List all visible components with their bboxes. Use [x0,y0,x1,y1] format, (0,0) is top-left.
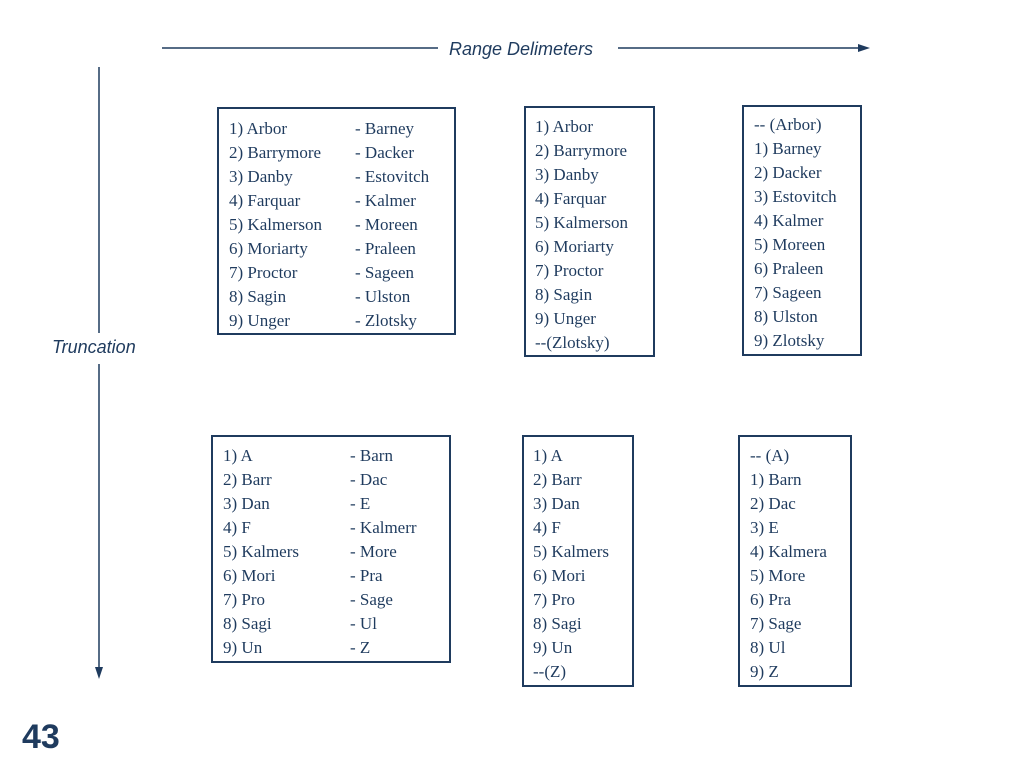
list-row [229,213,454,237]
list-item: 1) A [533,446,563,465]
list-item: 1) Barney [754,139,822,158]
list-item: 5) Moreen [754,235,826,254]
range-end: - Kalmer [355,191,416,210]
range-end: - Moreen [355,215,418,234]
truncation-arrow [95,67,103,679]
top-right-box [742,105,862,356]
list-item: -- (Arbor) [754,115,822,134]
range-end: - Kalmerr [350,518,417,537]
list-item: 6) Moriarty [535,237,614,256]
range-start: 5) Kalmers [223,542,300,561]
list-item: 7) Proctor [535,261,604,280]
list-item: 2) Barrymore [535,141,628,160]
range-start: 5) Kalmerson [229,215,323,234]
range-end: - Sage [350,590,393,609]
list-item: 2) Dac [750,494,796,513]
list-row [223,492,449,516]
range-start: 4) Farquar [229,191,301,210]
range-end: - Barn [350,446,393,465]
list-item: 6) Mori [533,566,586,585]
range-end: - Dac [350,470,388,489]
list-row [229,141,454,165]
range-start: 1) A [223,446,253,465]
list-item: 3) E [750,518,779,537]
range-delimeters-label: Range Delimeters [449,39,594,59]
range-start: 8) Sagi [223,614,272,633]
range-end: - Ul [350,614,377,633]
list-item: 4) F [533,518,561,537]
list-row [223,540,449,564]
list-item: 1) Arbor [535,117,594,136]
list-row [229,285,454,309]
list-item: 4) Kalmer [754,211,824,230]
list-row [223,636,449,660]
range-end: - Dacker [355,143,414,162]
list-item: 8) Sagi [533,614,582,633]
page-number: 43 [22,718,60,756]
range-end: - Estovitch [355,167,430,186]
range-start: 2) Barrymore [229,143,322,162]
list-item: 4) Farquar [535,189,607,208]
list-item: 2) Dacker [754,163,822,182]
range-end: - Pra [350,566,383,585]
list-row [229,309,454,333]
list-item: 8) Sagin [535,285,593,304]
range-start: 6) Moriarty [229,239,308,258]
list-item: 9) Z [750,662,779,681]
range-start: 9) Un [223,638,263,657]
range-end: - Zlotsky [355,311,417,330]
range-start: 7) Proctor [229,263,298,282]
bottom-right-box [738,435,852,687]
list-item: 8) Ulston [754,307,818,326]
range-end: - More [350,542,397,561]
list-row [223,516,449,540]
bottom-middle-box [522,435,634,687]
list-item: 8) Ul [750,638,786,657]
range-end: - E [350,494,371,513]
list-item: 7) Pro [533,590,576,609]
list-item: 6) Praleen [754,259,824,278]
list-item: -- (A) [750,446,790,465]
range-end: - Praleen [355,239,416,258]
range-start: 3) Dan [223,494,270,513]
list-row [229,261,454,285]
list-item: 6) Pra [750,590,792,609]
truncation-label: Truncation [52,337,136,357]
top-left-box [217,107,456,335]
range-start: 9) Unger [229,311,290,330]
list-row [229,165,454,189]
list-row [223,564,449,588]
list-item: 9) Unger [535,309,596,328]
top-middle-box [524,106,655,357]
list-item: 3) Danby [535,165,599,184]
list-item: --(Z) [533,662,567,681]
list-item: 9) Un [533,638,573,657]
list-row [223,444,449,468]
list-item: 2) Barr [533,470,582,489]
list-row [223,468,449,492]
range-start: 3) Danby [229,167,293,186]
range-start: 6) Mori [223,566,276,585]
range-end: - Barney [355,119,415,138]
list-row [229,237,454,261]
list-item: 5) More [750,566,806,585]
range-start: 8) Sagin [229,287,287,306]
list-row [223,612,449,636]
list-item: 5) Kalmers [533,542,610,561]
list-item: 9) Zlotsky [754,331,825,350]
list-item: 5) Kalmerson [535,213,629,232]
list-item: 3) Estovitch [754,187,837,206]
list-row [229,117,454,141]
list-item: 4) Kalmera [750,542,827,561]
bottom-left-box [211,435,451,663]
range-start: 4) F [223,518,251,537]
list-item: --(Zlotsky) [535,333,610,352]
list-item: 3) Dan [533,494,580,513]
range-start: 1) Arbor [229,119,288,138]
range-start: 2) Barr [223,470,272,489]
range-end: - Sageen [355,263,415,282]
list-row [223,588,449,612]
list-item: 1) Barn [750,470,802,489]
range-end: - Ulston [355,287,411,306]
list-item: 7) Sageen [754,283,822,302]
range-end: - Z [350,638,371,657]
range-start: 7) Pro [223,590,266,609]
list-row [229,189,454,213]
list-item: 7) Sage [750,614,802,633]
